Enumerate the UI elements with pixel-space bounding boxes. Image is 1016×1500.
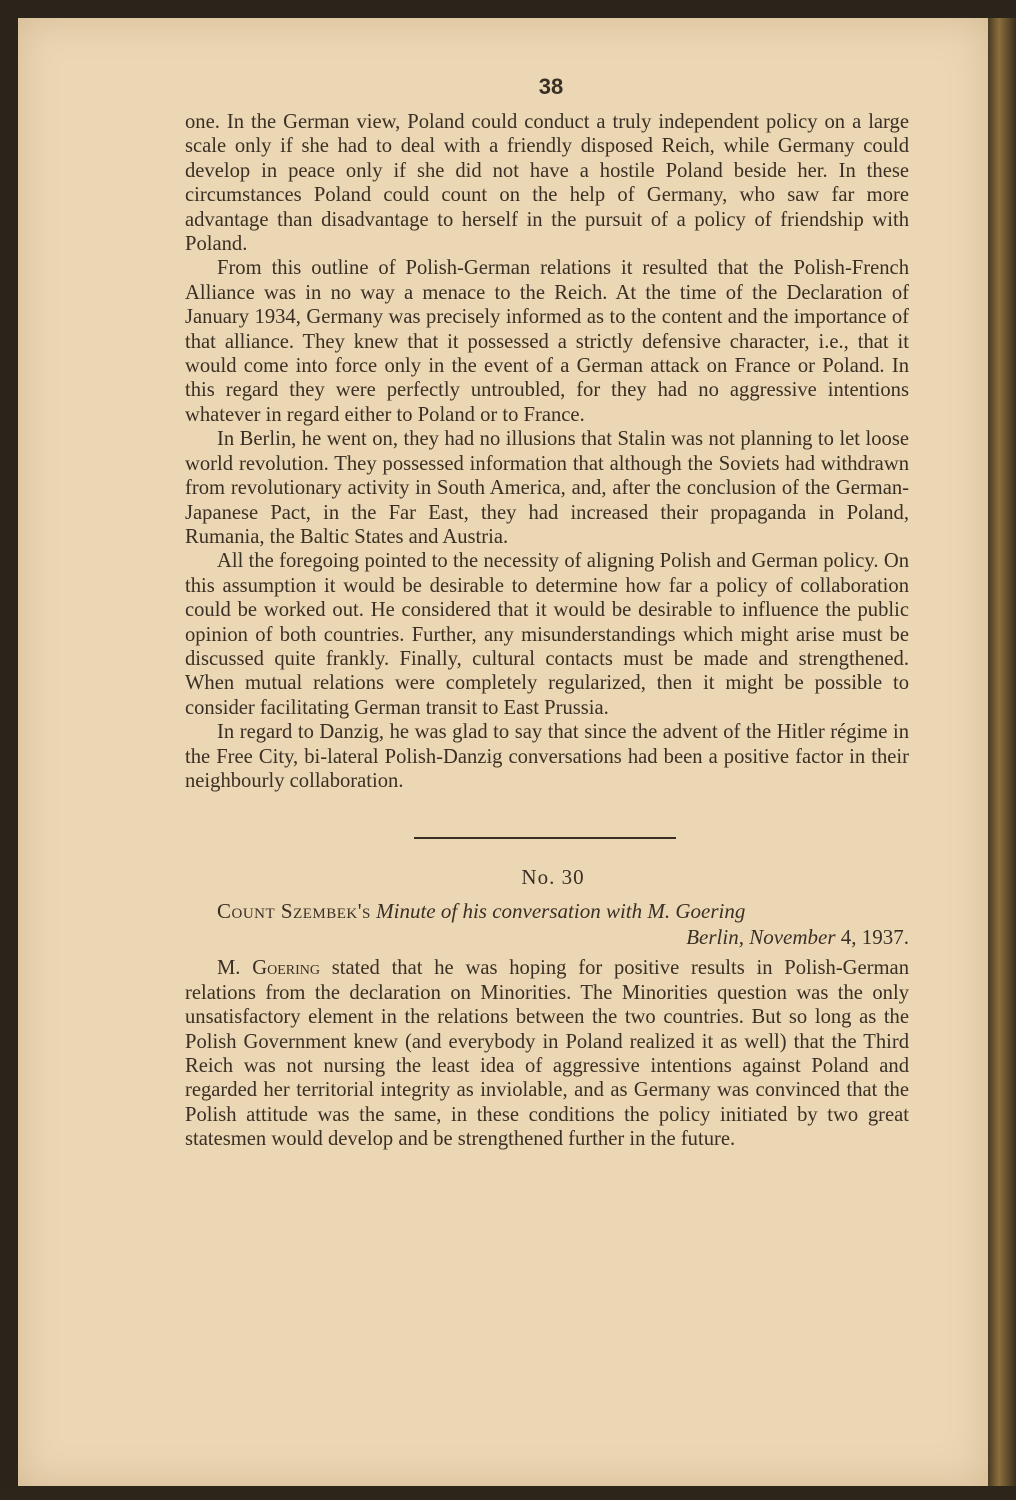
paragraph-1: one. In the German view, Poland could conduct a truly independent policy on a large scale only if she had to deal with a friendly disposed Reich, while Germany could develop in peace only if she did not have a hostile Poland beside her. In these circumstances Poland could count on the help of Germany, who saw far more advantage than disadvantage to herself in the pursuit of a policy of friendship with Poland. [185,111,909,256]
document-title: Minute of his conversation with M. Goering [376,899,746,924]
document-heading [185,898,909,924]
paragraph-3: In Berlin, he went on, they had no illusions that Stalin was not planning to let loose world revolution. They possessed information that although the Soviets had withdrawn from revolutionary activity in South America, and, after the conclusion of the German-Japanese Pact, in the Far East, they had increased their propaganda in Poland, Rumania, the Baltic States and Austria. [185,428,909,548]
document-number: No. 30 [521,865,585,890]
page-edge-right [988,18,1016,1500]
section-divider [414,837,676,839]
page-number: 38 [538,74,564,99]
document-speaker: M. Goering [217,957,320,980]
document-date [185,924,909,950]
document-body-text: stated that he was hoping for positive results in Polish-German relations from the declaration on Minorities. The Minorities question was the only unsatisfactory element in the relations between the two countries. But so long as the Polish Government knew (and everybody in Poland realized it as well) that the Third Reich was not nursing the least idea of aggressive intentions against Poland and regarded her territorial integrity as inviolable, and as Germany was convinced that the Polish attitude was the same, in these conditions the policy initiated by two great statesmen would develop and be strengthened further in the future. [185,957,909,1151]
paragraph-5: In regard to Danzig, he was glad to say that since the advent of the Hitler régime in the Free City, bi-lateral Polish-Danzig conversations had been a positive factor in their neighbourly collaboration. [185,721,909,792]
document-author: Count Szembek's [217,899,371,924]
paragraph-2: From this outline of Polish-German relations it resulted that the Polish-French Alliance was in no way a menace to the Reich. At the time of the Declaration of January 1934, Germany was precisely informed as to the content and the importance of that alliance. They knew that it possessed a strictly defensive character, i.e., that it would come into force only in the event of a German attack on France or Poland. In this regard they were perfectly untroubled, for they had no aggressive intentions whatever in regard either to Poland or to France. [185,257,909,426]
document-body [185,956,909,1151]
text-block [185,60,909,1152]
document-date-day: 4, 1937. [840,925,909,950]
page-edge-bottom [0,1486,1016,1500]
document-place-date: Berlin, November [686,925,836,950]
paragraph-4: All the foregoing pointed to the necessity of aligning Polish and German policy. On this assumption it would be desirable to determine how far a policy of collaboration could be worked out. He considered that it would be desirable to influence the public opinion of both countries. Further, any misunderstandings which might arise must be discussed quite frankly. Finally, cultural contacts must be made and strengthened. When mutual relations were completely regularized, then it might be possible to consider facilitating German transit to East Prussia. [185,550,909,719]
